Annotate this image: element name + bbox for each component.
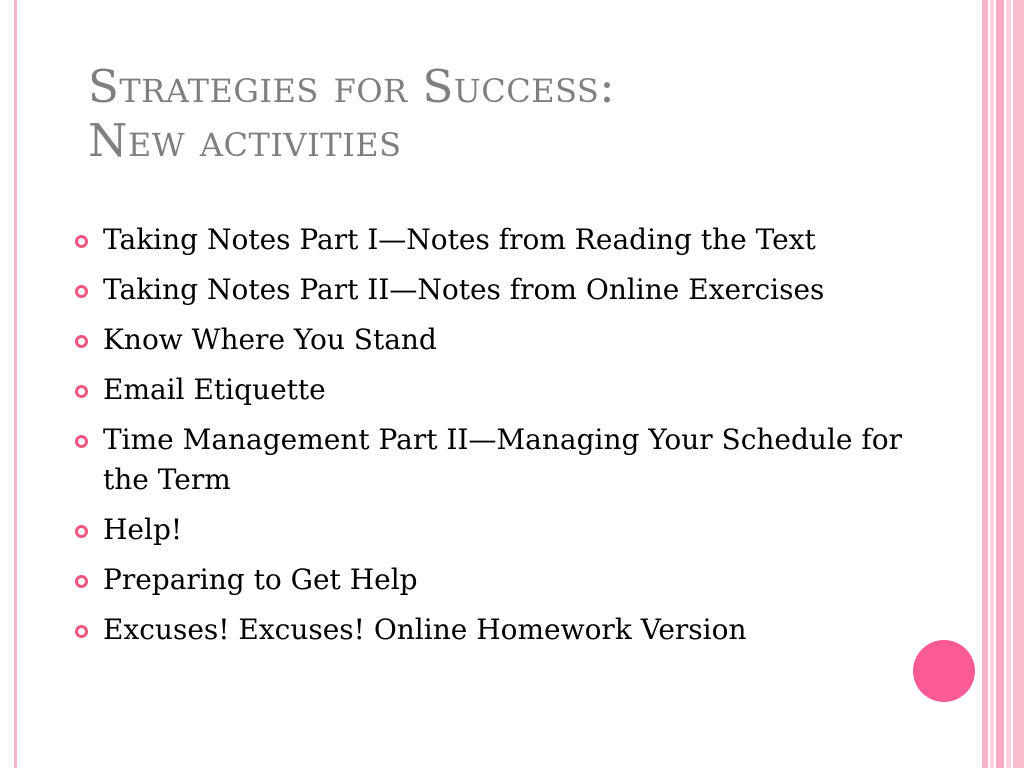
bullet-circle-icon	[75, 575, 88, 588]
right-decorative-stripe	[1006, 0, 1011, 768]
bullet-text: Time Management Part II—Managing Your Schedule for the Term	[103, 423, 902, 496]
bullet-text: Know Where You Stand	[103, 323, 437, 356]
bullet-item	[72, 510, 952, 550]
bullet-text: Help!	[103, 513, 183, 546]
slide-title-line-1: Strategies for Success:	[88, 60, 616, 113]
bullet-item	[72, 560, 952, 600]
bullet-item	[72, 220, 952, 260]
bullet-item	[72, 610, 952, 650]
bullet-circle-icon	[75, 625, 88, 638]
bullet-item	[72, 420, 952, 500]
bullet-text: Email Etiquette	[103, 373, 326, 406]
bullet-text: Taking Notes Part II—Notes from Online Exercises	[103, 273, 825, 306]
right-decorative-stripe	[996, 0, 1004, 768]
bullet-item	[72, 270, 952, 310]
right-decorative-stripe	[982, 0, 988, 768]
bullet-circle-icon	[75, 435, 88, 448]
bullet-item	[72, 320, 952, 360]
bullet-circle-icon	[75, 525, 88, 538]
bullet-list	[72, 220, 952, 660]
left-decorative-rule	[14, 0, 17, 768]
right-decorative-stripe	[1013, 0, 1024, 768]
bullet-circle-icon	[75, 335, 88, 348]
bullet-text: Preparing to Get Help	[103, 563, 418, 596]
bullet-circle-icon	[75, 385, 88, 398]
bullet-circle-icon	[75, 235, 88, 248]
bullet-item	[72, 370, 952, 410]
bullet-text: Taking Notes Part I—Notes from Reading the Text	[103, 223, 816, 256]
right-decorative-stripe	[990, 0, 994, 768]
bullet-text: Excuses! Excuses! Online Homework Version	[103, 613, 747, 646]
bullet-circle-icon	[75, 285, 88, 298]
slide-title	[88, 60, 958, 168]
slide-title-line-2: New activities	[88, 114, 402, 167]
